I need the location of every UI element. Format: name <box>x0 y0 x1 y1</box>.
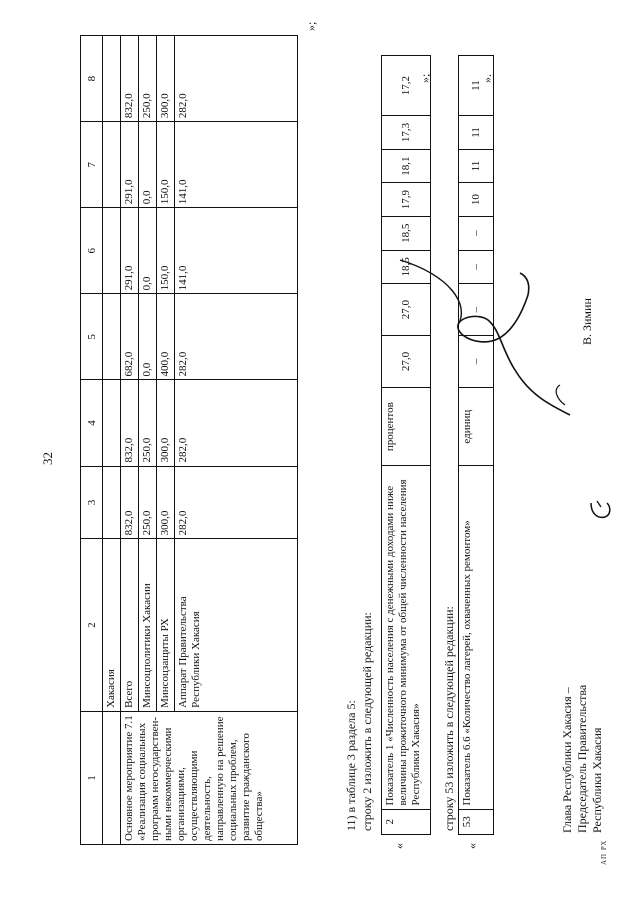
row-number: 2 <box>382 809 431 834</box>
value-cell: 141,0 <box>175 208 298 294</box>
header-cell: 1 <box>81 711 103 844</box>
value-cell: 282,0 <box>175 294 298 380</box>
indicator-text: Показатель 6.6 «Количество лагерей, охваченных ремонтом» <box>459 466 494 809</box>
value-cell: 18,5 <box>382 250 431 284</box>
indicator-table-row-2 <box>381 55 431 835</box>
signature-title-line: Председатель Правительства <box>575 684 589 833</box>
header-cell: 6 <box>81 208 103 294</box>
row-name: Минсоцполитики Хакасии <box>139 539 157 712</box>
paragraph-line: строку 2 изложить в следующей редакции: <box>360 612 374 831</box>
value-cell: 17,2 <box>382 56 431 116</box>
row-name: Минсоцзащиты РХ <box>157 539 175 712</box>
header-cell: 2 <box>81 539 103 712</box>
signature-title-block <box>560 685 605 833</box>
signature-title-line: Республики Хакасия <box>590 727 604 833</box>
table2-end-mark: »; <box>418 73 432 83</box>
value-cell: 11 <box>459 116 494 150</box>
value-cell: 282,0 <box>175 380 298 466</box>
table-cell <box>103 711 121 844</box>
value-cell: 400,0 <box>157 294 175 380</box>
table-row <box>121 36 139 845</box>
table-row <box>382 56 431 835</box>
value-cell: 300,0 <box>157 466 175 539</box>
value-cell: 150,0 <box>157 122 175 208</box>
value-cell: – <box>459 250 494 284</box>
value-cell: 300,0 <box>157 36 175 122</box>
unit-cell: процентов <box>382 387 431 465</box>
value-cell: 11 <box>459 56 494 116</box>
value-cell: 27,0 <box>382 284 431 336</box>
value-cell: 17,9 <box>382 183 431 217</box>
value-cell: 282,0 <box>175 36 298 122</box>
value-cell: 250,0 <box>139 36 157 122</box>
value-cell: 11 <box>459 149 494 183</box>
paragraph-line: строку 53 изложить в следующей редакции: <box>442 606 456 831</box>
table-cell: Хакасия <box>103 539 121 712</box>
value-cell: 832,0 <box>121 466 139 539</box>
table1-end-mark: »; <box>304 21 318 31</box>
table3-end-mark: ». <box>480 74 494 83</box>
table-cell <box>103 122 121 208</box>
value-cell: – <box>459 216 494 250</box>
table-cell <box>103 36 121 122</box>
header-cell: 8 <box>81 36 103 122</box>
paragraph-line: 11) в таблице 3 раздела 5: <box>344 700 358 831</box>
row-name: Аппарат Правительства Республики Хакасия <box>175 539 298 712</box>
value-cell: 250,0 <box>139 380 157 466</box>
value-cell: 0,0 <box>139 294 157 380</box>
header-cell: 7 <box>81 122 103 208</box>
value-cell: 0,0 <box>139 208 157 294</box>
table-cell <box>103 208 121 294</box>
header-cell: 3 <box>81 466 103 539</box>
value-cell: – <box>459 336 494 388</box>
value-cell: 17,3 <box>382 116 431 150</box>
header-cell: 5 <box>81 294 103 380</box>
unit-cell: единиц <box>459 387 494 465</box>
footer-code: АП РХ <box>600 839 608 865</box>
value-cell: 141,0 <box>175 122 298 208</box>
table-row <box>103 36 121 845</box>
open-quote: « <box>465 843 479 849</box>
value-cell: 250,0 <box>139 466 157 539</box>
table-cell <box>103 294 121 380</box>
value-cell: 18,1 <box>382 149 431 183</box>
value-cell: 282,0 <box>175 466 298 539</box>
value-cell: 10 <box>459 183 494 217</box>
financing-table <box>80 35 298 845</box>
header-cell: 4 <box>81 380 103 466</box>
value-cell: 27,0 <box>382 336 431 388</box>
value-cell: 0,0 <box>139 122 157 208</box>
value-cell: 291,0 <box>121 122 139 208</box>
main-event-cell: Основное мероприятие 7.1 «Реализация социальных программ негосударствен-ными некоммерческими организациями, осуществляющими деятельность, направленную на решение социальных проблем, развитие гражданского общества» <box>121 711 298 844</box>
row-name: Всего <box>121 539 139 712</box>
signature-title-line: Глава Республики Хакасия – <box>560 687 574 833</box>
table-row <box>459 56 494 835</box>
table-cell <box>103 466 121 539</box>
signature-mark <box>380 255 580 445</box>
value-cell: 682,0 <box>121 294 139 380</box>
table-cell <box>103 380 121 466</box>
page-number: 32 <box>40 452 55 465</box>
signer-name: В. Зимин <box>580 298 594 345</box>
stamp-mark <box>585 495 615 525</box>
value-cell: 150,0 <box>157 208 175 294</box>
value-cell: 291,0 <box>121 208 139 294</box>
indicator-text: Показатель 1 «Численность населения с денежными доходами ниже величины прожиточного минимума от общей численности населения Республики Хакасия» <box>382 466 431 809</box>
value-cell: 832,0 <box>121 380 139 466</box>
open-quote: « <box>392 843 406 849</box>
table-header-row <box>81 36 103 845</box>
indicator-table-row-53 <box>458 55 494 835</box>
value-cell: – <box>459 284 494 336</box>
row-number: 53 <box>459 809 494 834</box>
value-cell: 300,0 <box>157 380 175 466</box>
value-cell: 18,5 <box>382 216 431 250</box>
value-cell: 832,0 <box>121 36 139 122</box>
